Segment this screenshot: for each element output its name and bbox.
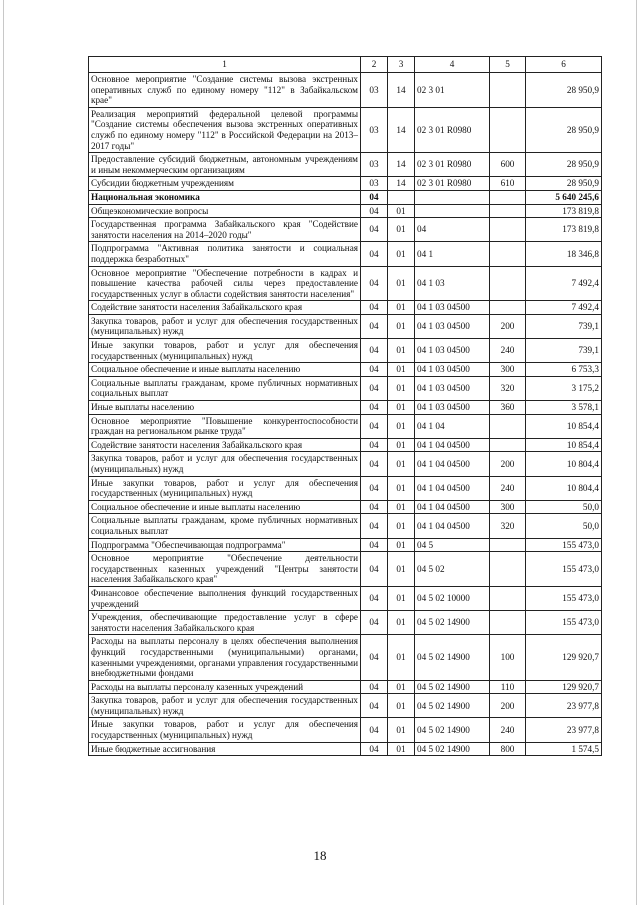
subsection-code-cell: 01 — [388, 694, 415, 718]
target-article-cell: 04 1 04 — [415, 414, 490, 438]
subsection-code-cell: 01 — [388, 586, 415, 610]
section-code-cell: 04 — [361, 538, 388, 552]
section-code-cell: 03 — [361, 177, 388, 191]
target-article-cell: 04 5 02 14900 — [415, 680, 490, 694]
amount-cell: 155 473,0 — [526, 611, 602, 635]
subsection-code-cell: 14 — [388, 73, 415, 108]
item-name-cell: Учреждения, обеспечивающие предоставление услуг в сфере занятости населения Забайкальского края — [89, 611, 361, 635]
table-row — [89, 586, 602, 610]
target-article-cell: 04 1 03 04500 — [415, 376, 490, 400]
expense-type-cell — [490, 190, 526, 204]
subsection-code-cell: 14 — [388, 107, 415, 152]
section-code-cell: 04 — [361, 611, 388, 635]
section-code-cell: 03 — [361, 107, 388, 152]
section-code-cell: 04 — [361, 500, 388, 514]
expense-type-cell — [490, 586, 526, 610]
amount-cell: 28 950,9 — [526, 73, 602, 108]
subsection-code-cell: 01 — [388, 438, 415, 452]
amount-cell: 1 574,5 — [526, 742, 602, 756]
target-article-cell: 04 1 03 04500 — [415, 401, 490, 415]
table-row — [89, 635, 602, 680]
table-row — [89, 538, 602, 552]
subsection-code-cell: 01 — [388, 242, 415, 266]
header-cell: 4 — [415, 57, 490, 73]
item-name-cell: Расходы на выплаты персоналу в целях обеспечения выполнения функций государственными (муниципальными) органами, казенными учреждениями, органами управления государственными внебюджетными фондами — [89, 635, 361, 680]
subsection-code-cell: 01 — [388, 204, 415, 218]
expense-type-cell — [490, 73, 526, 108]
item-name-cell: Закупка товаров, работ и услуг для обеспечения государственных (муниципальных) нужд — [89, 694, 361, 718]
target-article-cell: 04 1 03 04500 — [415, 363, 490, 377]
item-name-cell: Подпрограмма "Обеспечивающая подпрограмма" — [89, 538, 361, 552]
header-cell: 6 — [526, 57, 602, 73]
table-row — [89, 177, 602, 191]
table-row — [89, 242, 602, 266]
expense-type-cell — [490, 538, 526, 552]
amount-cell: 18 346,8 — [526, 242, 602, 266]
expense-type-cell — [490, 242, 526, 266]
subsection-code-cell: 01 — [388, 314, 415, 338]
amount-cell: 23 977,8 — [526, 694, 602, 718]
section-code-cell: 03 — [361, 73, 388, 108]
subsection-code-cell: 01 — [388, 266, 415, 301]
expense-type-cell: 300 — [490, 500, 526, 514]
table-row — [89, 73, 602, 108]
section-code-cell: 04 — [361, 218, 388, 242]
section-code-cell: 04 — [361, 314, 388, 338]
item-name-cell: Иные выплаты населению — [89, 401, 361, 415]
target-article-cell: 04 — [415, 218, 490, 242]
table-row — [89, 452, 602, 476]
subsection-code-cell — [388, 190, 415, 204]
section-code-cell: 04 — [361, 301, 388, 315]
table-row — [89, 476, 602, 500]
table-header-row — [89, 57, 602, 73]
target-article-cell: 02 3 01 — [415, 73, 490, 108]
target-article-cell: 04 5 02 14900 — [415, 635, 490, 680]
item-name-cell: Реализация мероприятий федеральной целевой программы "Создание системы обеспечения вызова экстренных оперативных служб по единому номеру "112" в Российской Федерации на 2013–2017 годы" — [89, 107, 361, 152]
amount-cell: 50,0 — [526, 500, 602, 514]
expense-type-cell — [490, 266, 526, 301]
section-code-cell: 04 — [361, 586, 388, 610]
amount-cell: 10 804,4 — [526, 476, 602, 500]
table-row — [89, 339, 602, 363]
expense-type-cell — [490, 414, 526, 438]
amount-cell: 155 473,0 — [526, 552, 602, 587]
expense-type-cell: 110 — [490, 680, 526, 694]
target-article-cell: 04 5 02 10000 — [415, 586, 490, 610]
table-row — [89, 376, 602, 400]
target-article-cell: 02 3 01 R0980 — [415, 153, 490, 177]
item-name-cell: Содействие занятости населения Забайкальского края — [89, 438, 361, 452]
target-article-cell: 04 1 03 04500 — [415, 301, 490, 315]
expense-type-cell: 300 — [490, 363, 526, 377]
subsection-code-cell: 01 — [388, 500, 415, 514]
section-code-cell: 04 — [361, 694, 388, 718]
expense-type-cell — [490, 611, 526, 635]
target-article-cell: 04 1 04 04500 — [415, 438, 490, 452]
amount-cell: 173 819,8 — [526, 218, 602, 242]
expense-type-cell: 360 — [490, 401, 526, 415]
item-name-cell: Социальные выплаты гражданам, кроме публичных нормативных социальных выплат — [89, 514, 361, 538]
table-row — [89, 218, 602, 242]
section-code-cell: 04 — [361, 718, 388, 742]
amount-cell: 6 753,3 — [526, 363, 602, 377]
target-article-cell: 04 5 02 14900 — [415, 742, 490, 756]
item-name-cell: Предоставление субсидий бюджетным, автономным учреждениям и иным некоммерческим организациям — [89, 153, 361, 177]
amount-cell: 3 175,2 — [526, 376, 602, 400]
amount-cell: 10 854,4 — [526, 438, 602, 452]
amount-cell: 739,1 — [526, 339, 602, 363]
target-article-cell: 04 5 — [415, 538, 490, 552]
header-cell: 3 — [388, 57, 415, 73]
section-code-cell: 04 — [361, 552, 388, 587]
table-row — [89, 438, 602, 452]
target-article-cell: 04 1 04 04500 — [415, 476, 490, 500]
amount-cell: 7 492,4 — [526, 301, 602, 315]
target-article-cell — [415, 190, 490, 204]
item-name-cell: Иные закупки товаров, работ и услуг для обеспечения государственных (муниципальных) нужд — [89, 718, 361, 742]
table-row — [89, 742, 602, 756]
expense-type-cell: 610 — [490, 177, 526, 191]
subsection-code-cell: 01 — [388, 376, 415, 400]
section-code-cell: 04 — [361, 363, 388, 377]
amount-cell: 129 920,7 — [526, 635, 602, 680]
amount-cell: 3 578,1 — [526, 401, 602, 415]
expense-type-cell: 200 — [490, 694, 526, 718]
expense-type-cell: 100 — [490, 635, 526, 680]
section-code-cell: 04 — [361, 376, 388, 400]
table-row — [89, 301, 602, 315]
item-name-cell: Социальные выплаты гражданам, кроме публичных нормативных социальных выплат — [89, 376, 361, 400]
item-name-cell: Содействие занятости населения Забайкальского края — [89, 301, 361, 315]
subsection-code-cell: 01 — [388, 680, 415, 694]
target-article-cell: 04 1 03 04500 — [415, 339, 490, 363]
target-article-cell: 04 1 03 — [415, 266, 490, 301]
section-code-cell: 04 — [361, 438, 388, 452]
table-row — [89, 190, 602, 204]
amount-cell: 10 854,4 — [526, 414, 602, 438]
table-row — [89, 694, 602, 718]
table-row — [89, 363, 602, 377]
expense-type-cell — [490, 552, 526, 587]
section-code-cell: 04 — [361, 204, 388, 218]
table-row — [89, 611, 602, 635]
header-cell: 2 — [361, 57, 388, 73]
table-row — [89, 401, 602, 415]
item-name-cell: Основное мероприятие "Обеспечение потребности в кадрах и повышение качества рабочей силы через предоставление государственных услуг в области содействия занятости населения" — [89, 266, 361, 301]
table-row — [89, 153, 602, 177]
table-row — [89, 107, 602, 152]
target-article-cell — [415, 204, 490, 218]
section-code-cell: 04 — [361, 680, 388, 694]
item-name-cell: Национальная экономика — [89, 190, 361, 204]
subsection-code-cell: 01 — [388, 452, 415, 476]
amount-cell: 155 473,0 — [526, 586, 602, 610]
expense-type-cell: 200 — [490, 314, 526, 338]
target-article-cell: 04 5 02 14900 — [415, 611, 490, 635]
expense-type-cell: 320 — [490, 514, 526, 538]
table-body — [89, 73, 602, 756]
subsection-code-cell: 01 — [388, 401, 415, 415]
item-name-cell: Закупка товаров, работ и услуг для обеспечения государственных (муниципальных) нужд — [89, 452, 361, 476]
amount-cell: 7 492,4 — [526, 266, 602, 301]
expense-type-cell: 240 — [490, 476, 526, 500]
subsection-code-cell: 01 — [388, 718, 415, 742]
subsection-code-cell: 14 — [388, 153, 415, 177]
table-row — [89, 414, 602, 438]
table-row — [89, 500, 602, 514]
expense-type-cell — [490, 438, 526, 452]
subsection-code-cell: 01 — [388, 414, 415, 438]
subsection-code-cell: 01 — [388, 363, 415, 377]
scan-edge-left — [3, 0, 4, 905]
item-name-cell: Иные бюджетные ассигнования — [89, 742, 361, 756]
section-code-cell: 04 — [361, 414, 388, 438]
section-code-cell: 04 — [361, 742, 388, 756]
item-name-cell: Социальное обеспечение и иные выплаты населению — [89, 363, 361, 377]
item-name-cell: Подпрограмма "Активная политика занятости и социальная поддержка безработных" — [89, 242, 361, 266]
target-article-cell: 04 5 02 — [415, 552, 490, 587]
target-article-cell: 02 3 01 R0980 — [415, 107, 490, 152]
table-row — [89, 204, 602, 218]
expense-type-cell — [490, 204, 526, 218]
target-article-cell: 04 1 04 04500 — [415, 514, 490, 538]
amount-cell: 129 920,7 — [526, 680, 602, 694]
expense-type-cell: 800 — [490, 742, 526, 756]
amount-cell: 23 977,8 — [526, 718, 602, 742]
section-code-cell: 04 — [361, 266, 388, 301]
amount-cell: 28 950,9 — [526, 153, 602, 177]
expense-type-cell — [490, 218, 526, 242]
expense-type-cell: 600 — [490, 153, 526, 177]
section-code-cell: 04 — [361, 452, 388, 476]
table-row — [89, 266, 602, 301]
section-code-cell: 04 — [361, 476, 388, 500]
subsection-code-cell: 01 — [388, 339, 415, 363]
subsection-code-cell: 01 — [388, 742, 415, 756]
item-name-cell: Основное мероприятие "Обеспечение деятельности государственных казенных учреждений "Центры занятости населения Забайкальского края" — [89, 552, 361, 587]
item-name-cell: Государственная программа Забайкальского края "Содействие занятости населения на 2014–2020 годы" — [89, 218, 361, 242]
section-code-cell: 04 — [361, 514, 388, 538]
subsection-code-cell: 01 — [388, 218, 415, 242]
header-cell: 5 — [490, 57, 526, 73]
subsection-code-cell: 01 — [388, 538, 415, 552]
header-cell: 1 — [89, 57, 361, 73]
subsection-code-cell: 01 — [388, 552, 415, 587]
page-number: 18 — [313, 848, 327, 863]
item-name-cell: Общеэкономические вопросы — [89, 204, 361, 218]
amount-cell: 10 804,4 — [526, 452, 602, 476]
target-article-cell: 04 5 02 14900 — [415, 718, 490, 742]
expense-type-cell: 320 — [490, 376, 526, 400]
table-row — [89, 314, 602, 338]
expense-type-cell: 200 — [490, 452, 526, 476]
expense-type-cell — [490, 107, 526, 152]
section-code-cell: 03 — [361, 153, 388, 177]
item-name-cell: Иные закупки товаров, работ и услуг для обеспечения государственных (муниципальных) нужд — [89, 476, 361, 500]
section-code-cell: 04 — [361, 190, 388, 204]
item-name-cell: Социальное обеспечение и иные выплаты населению — [89, 500, 361, 514]
item-name-cell: Расходы на выплаты персоналу казенных учреждений — [89, 680, 361, 694]
section-code-cell: 04 — [361, 635, 388, 680]
section-code-cell: 04 — [361, 242, 388, 266]
scan-edge-right — [636, 0, 637, 905]
item-name-cell: Субсидии бюджетным учреждениям — [89, 177, 361, 191]
budget-table — [88, 56, 602, 756]
amount-cell: 5 640 245,6 — [526, 190, 602, 204]
amount-cell: 50,0 — [526, 514, 602, 538]
item-name-cell: Иные закупки товаров, работ и услуг для обеспечения государственных (муниципальных) нужд — [89, 339, 361, 363]
table-row — [89, 552, 602, 587]
amount-cell: 739,1 — [526, 314, 602, 338]
section-code-cell: 04 — [361, 339, 388, 363]
section-code-cell: 04 — [361, 401, 388, 415]
expense-type-cell: 240 — [490, 718, 526, 742]
target-article-cell: 04 1 03 04500 — [415, 314, 490, 338]
amount-cell: 173 819,8 — [526, 204, 602, 218]
table-row — [89, 680, 602, 694]
subsection-code-cell: 01 — [388, 514, 415, 538]
item-name-cell: Основное мероприятие "Повышение конкурентоспособности граждан на региональном рынке труда" — [89, 414, 361, 438]
item-name-cell: Финансовое обеспечение выполнения функций государственных учреждений — [89, 586, 361, 610]
amount-cell: 28 950,9 — [526, 177, 602, 191]
amount-cell: 155 473,0 — [526, 538, 602, 552]
amount-cell: 28 950,9 — [526, 107, 602, 152]
target-article-cell: 04 1 — [415, 242, 490, 266]
item-name-cell: Основное мероприятие "Создание системы вызова экстренных оперативных служб по единому номеру "112" в Забайкальском крае" — [89, 73, 361, 108]
target-article-cell: 02 3 01 R0980 — [415, 177, 490, 191]
subsection-code-cell: 01 — [388, 611, 415, 635]
subsection-code-cell: 01 — [388, 301, 415, 315]
subsection-code-cell: 14 — [388, 177, 415, 191]
table-row — [89, 718, 602, 742]
target-article-cell: 04 5 02 14900 — [415, 694, 490, 718]
subsection-code-cell: 01 — [388, 476, 415, 500]
subsection-code-cell: 01 — [388, 635, 415, 680]
target-article-cell: 04 1 04 04500 — [415, 452, 490, 476]
table-row — [89, 514, 602, 538]
target-article-cell: 04 1 04 04500 — [415, 500, 490, 514]
item-name-cell: Закупка товаров, работ и услуг для обеспечения государственных (муниципальных) нужд — [89, 314, 361, 338]
expense-type-cell — [490, 301, 526, 315]
expense-type-cell: 240 — [490, 339, 526, 363]
